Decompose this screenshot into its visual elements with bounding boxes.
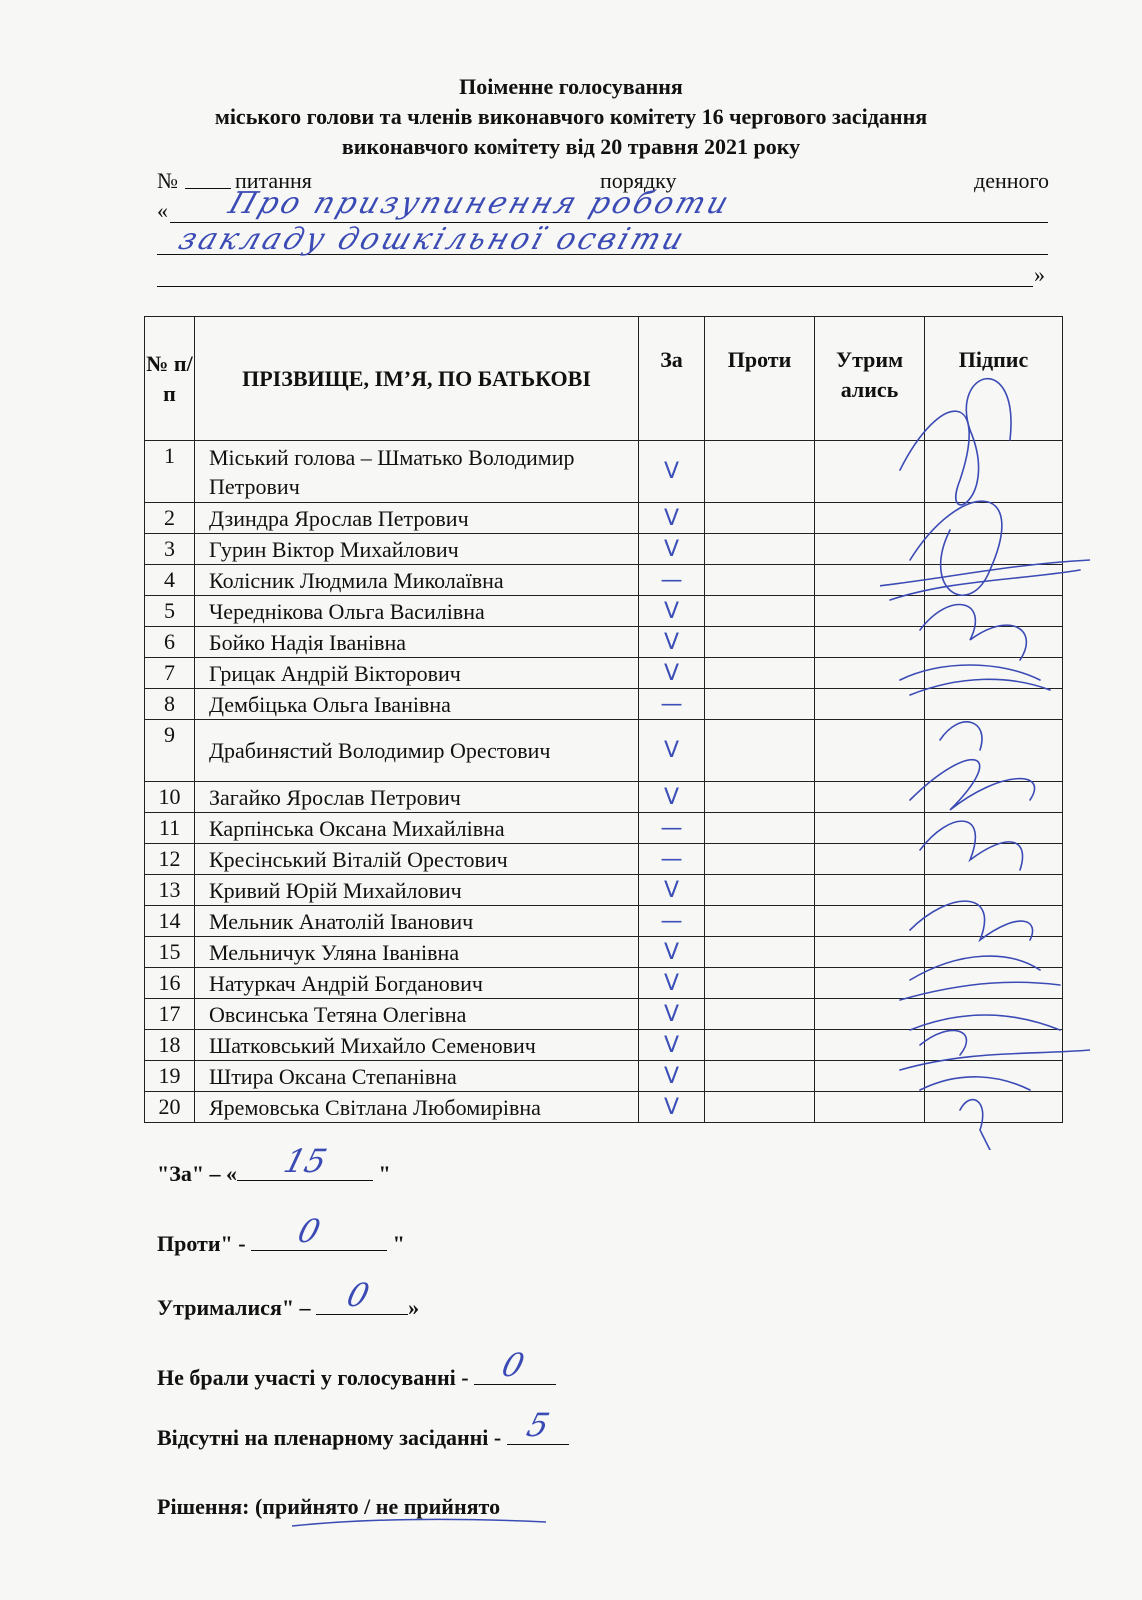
summary-proty-label: Проти" - bbox=[157, 1231, 252, 1256]
vote-proty-cell bbox=[705, 534, 815, 565]
summary-utrym-close: » bbox=[408, 1295, 420, 1320]
row-number: 10 bbox=[145, 782, 195, 813]
member-name: Череднікова Ольга Василівна bbox=[195, 596, 639, 627]
member-name: Грицак Андрій Вікторович bbox=[195, 658, 639, 689]
row-number: 6 bbox=[145, 627, 195, 658]
member-name: Карпінська Оксана Михайлівна bbox=[195, 813, 639, 844]
vote-proty-cell bbox=[705, 658, 815, 689]
row-number: 8 bbox=[145, 689, 195, 720]
question-close-quote: » bbox=[1034, 262, 1045, 287]
question-number-blank bbox=[185, 188, 231, 189]
summary-vidsutni-value: 5 bbox=[523, 1406, 554, 1444]
row-number: 5 bbox=[145, 596, 195, 627]
vote-proty-cell bbox=[705, 1061, 815, 1092]
handwritten-question-line1: Про призупинення роботи bbox=[224, 186, 736, 221]
vote-proty-cell bbox=[705, 720, 815, 782]
handwritten-question-line2: закладу дошкільної освіти bbox=[174, 222, 691, 257]
row-number: 20 bbox=[145, 1092, 195, 1123]
row-number: 1 bbox=[145, 441, 195, 503]
row-number: 18 bbox=[145, 1030, 195, 1061]
member-name: Штира Оксана Степанівна bbox=[195, 1061, 639, 1092]
doc-title-line1: Поіменне голосування bbox=[459, 74, 683, 99]
row-number: 4 bbox=[145, 565, 195, 596]
vote-za-mark: V bbox=[639, 782, 705, 813]
summary-utrym-label: Утрималися" – bbox=[157, 1295, 317, 1320]
vote-za-mark: V bbox=[639, 968, 705, 999]
row-number: 13 bbox=[145, 875, 195, 906]
vote-za-mark: V bbox=[639, 627, 705, 658]
question-rule-3 bbox=[157, 286, 1033, 287]
summary-za-label: "За" – « bbox=[157, 1161, 238, 1186]
vote-proty-cell bbox=[705, 937, 815, 968]
member-name: Дембіцька Ольга Іванівна bbox=[195, 689, 639, 720]
header-proty: Проти bbox=[705, 317, 815, 441]
summary-nebraly bbox=[157, 1346, 556, 1393]
header-utrym: Утрим ались bbox=[815, 317, 925, 441]
summary-nebraly-value: 0 bbox=[497, 1346, 529, 1384]
row-number: 14 bbox=[145, 906, 195, 937]
header-pidpys: Підпис bbox=[925, 317, 1063, 441]
question-word-1: питання bbox=[235, 168, 312, 193]
vote-za-mark: V bbox=[639, 720, 705, 782]
vote-za-mark: — bbox=[639, 906, 705, 937]
vote-proty-cell bbox=[705, 999, 815, 1030]
vote-za-mark: — bbox=[639, 844, 705, 875]
header-za: За bbox=[639, 317, 705, 441]
row-number: 12 bbox=[145, 844, 195, 875]
header-num: № п/п bbox=[145, 317, 195, 441]
summary-utrym bbox=[157, 1276, 420, 1323]
member-name: Кривий Юрій Михайлович bbox=[195, 875, 639, 906]
vote-proty-cell bbox=[705, 689, 815, 720]
vote-proty-cell bbox=[705, 1030, 815, 1061]
vote-proty-cell bbox=[705, 503, 815, 534]
member-name: Драбинястий Володимир Орестович bbox=[195, 720, 639, 782]
summary-proty-value: 0 bbox=[293, 1212, 325, 1250]
summary-vidsutni-blank bbox=[507, 1406, 569, 1445]
member-name: Гурин Віктор Михайлович bbox=[195, 534, 639, 565]
summary-vidsutni-label: Відсутні на пленарному засіданні - bbox=[157, 1425, 507, 1450]
vote-proty-cell bbox=[705, 782, 815, 813]
row-number: 3 bbox=[145, 534, 195, 565]
vote-za-mark: V bbox=[639, 441, 705, 503]
row-number: 9 bbox=[145, 720, 195, 782]
vote-za-mark: V bbox=[639, 875, 705, 906]
question-number-label: № bbox=[157, 168, 178, 193]
vote-za-mark: V bbox=[639, 1092, 705, 1123]
member-name: Міський голова – Шматько Володимир Петрович bbox=[195, 441, 639, 503]
vote-proty-cell bbox=[705, 627, 815, 658]
vote-za-mark: V bbox=[639, 1061, 705, 1092]
row-number: 11 bbox=[145, 813, 195, 844]
summary-proty-close: " bbox=[387, 1231, 405, 1256]
member-name: Шатковський Михайло Семенович bbox=[195, 1030, 639, 1061]
vote-za-mark: V bbox=[639, 503, 705, 534]
vote-proty-cell bbox=[705, 906, 815, 937]
vote-proty-cell bbox=[705, 968, 815, 999]
summary-rishennia: Рішення: (прийнято / не прийнято bbox=[157, 1494, 501, 1519]
vote-za-mark: V bbox=[639, 1030, 705, 1061]
vote-za-mark: V bbox=[639, 999, 705, 1030]
summary-nebraly-blank bbox=[474, 1346, 556, 1385]
signatures-scribble bbox=[880, 330, 1090, 1150]
member-name: Яремовська Світлана Любомирівна bbox=[195, 1092, 639, 1123]
member-name: Овсинська Тетяна Олегівна bbox=[195, 999, 639, 1030]
vote-za-mark: — bbox=[639, 565, 705, 596]
member-name: Кресінський Віталій Орестович bbox=[195, 844, 639, 875]
summary-proty bbox=[157, 1212, 405, 1259]
summary-nebraly-label: Не брали участі у голосуванні - bbox=[157, 1365, 475, 1390]
row-number: 15 bbox=[145, 937, 195, 968]
row-number: 19 bbox=[145, 1061, 195, 1092]
member-name: Мельничук Уляна Іванівна bbox=[195, 937, 639, 968]
doc-title-line2: міського голови та членів виконавчого комітету 16 чергового засідання bbox=[214, 104, 928, 129]
header-name: ПРІЗВИЩЕ, ІМ’Я, ПО БАТЬКОВІ bbox=[195, 317, 639, 441]
question-word-3: денного bbox=[974, 168, 1049, 193]
row-number: 7 bbox=[145, 658, 195, 689]
vote-proty-cell bbox=[705, 1092, 815, 1123]
vote-proty-cell bbox=[705, 875, 815, 906]
question-open-quote: « bbox=[157, 198, 168, 223]
summary-utrym-value: 0 bbox=[343, 1276, 374, 1314]
summary-za-close: " bbox=[373, 1161, 391, 1186]
rishennia-underline-stroke bbox=[290, 1512, 550, 1532]
member-name: Дзиндра Ярослав Петрович bbox=[195, 503, 639, 534]
row-number: 2 bbox=[145, 503, 195, 534]
vote-proty-cell bbox=[705, 441, 815, 503]
member-name: Колісник Людмила Миколаївна bbox=[195, 565, 639, 596]
vote-proty-cell bbox=[705, 565, 815, 596]
vote-za-mark: V bbox=[639, 534, 705, 565]
vote-proty-cell bbox=[705, 844, 815, 875]
member-name: Натуркач Андрій Богданович bbox=[195, 968, 639, 999]
vote-proty-cell bbox=[705, 596, 815, 627]
summary-vidsutni bbox=[157, 1406, 569, 1453]
vote-za-mark: V bbox=[639, 937, 705, 968]
vote-za-mark: V bbox=[639, 596, 705, 627]
summary-za-value: 15 bbox=[279, 1142, 331, 1180]
member-name: Мельник Анатолій Іванович bbox=[195, 906, 639, 937]
vote-proty-cell bbox=[705, 813, 815, 844]
row-number: 16 bbox=[145, 968, 195, 999]
summary-za bbox=[157, 1142, 391, 1189]
vote-za-mark: — bbox=[639, 813, 705, 844]
row-number: 17 bbox=[145, 999, 195, 1030]
question-word-2: порядку bbox=[600, 168, 677, 193]
member-name: Загайко Ярослав Петрович bbox=[195, 782, 639, 813]
vote-za-mark: V bbox=[639, 658, 705, 689]
member-name: Бойко Надія Іванівна bbox=[195, 627, 639, 658]
summary-za-blank bbox=[237, 1142, 373, 1181]
doc-title-line3: виконавчого комітету від 20 травня 2021 року bbox=[341, 134, 801, 159]
summary-proty-blank bbox=[251, 1212, 387, 1251]
summary-utrym-blank bbox=[316, 1276, 408, 1315]
vote-za-mark: — bbox=[639, 689, 705, 720]
